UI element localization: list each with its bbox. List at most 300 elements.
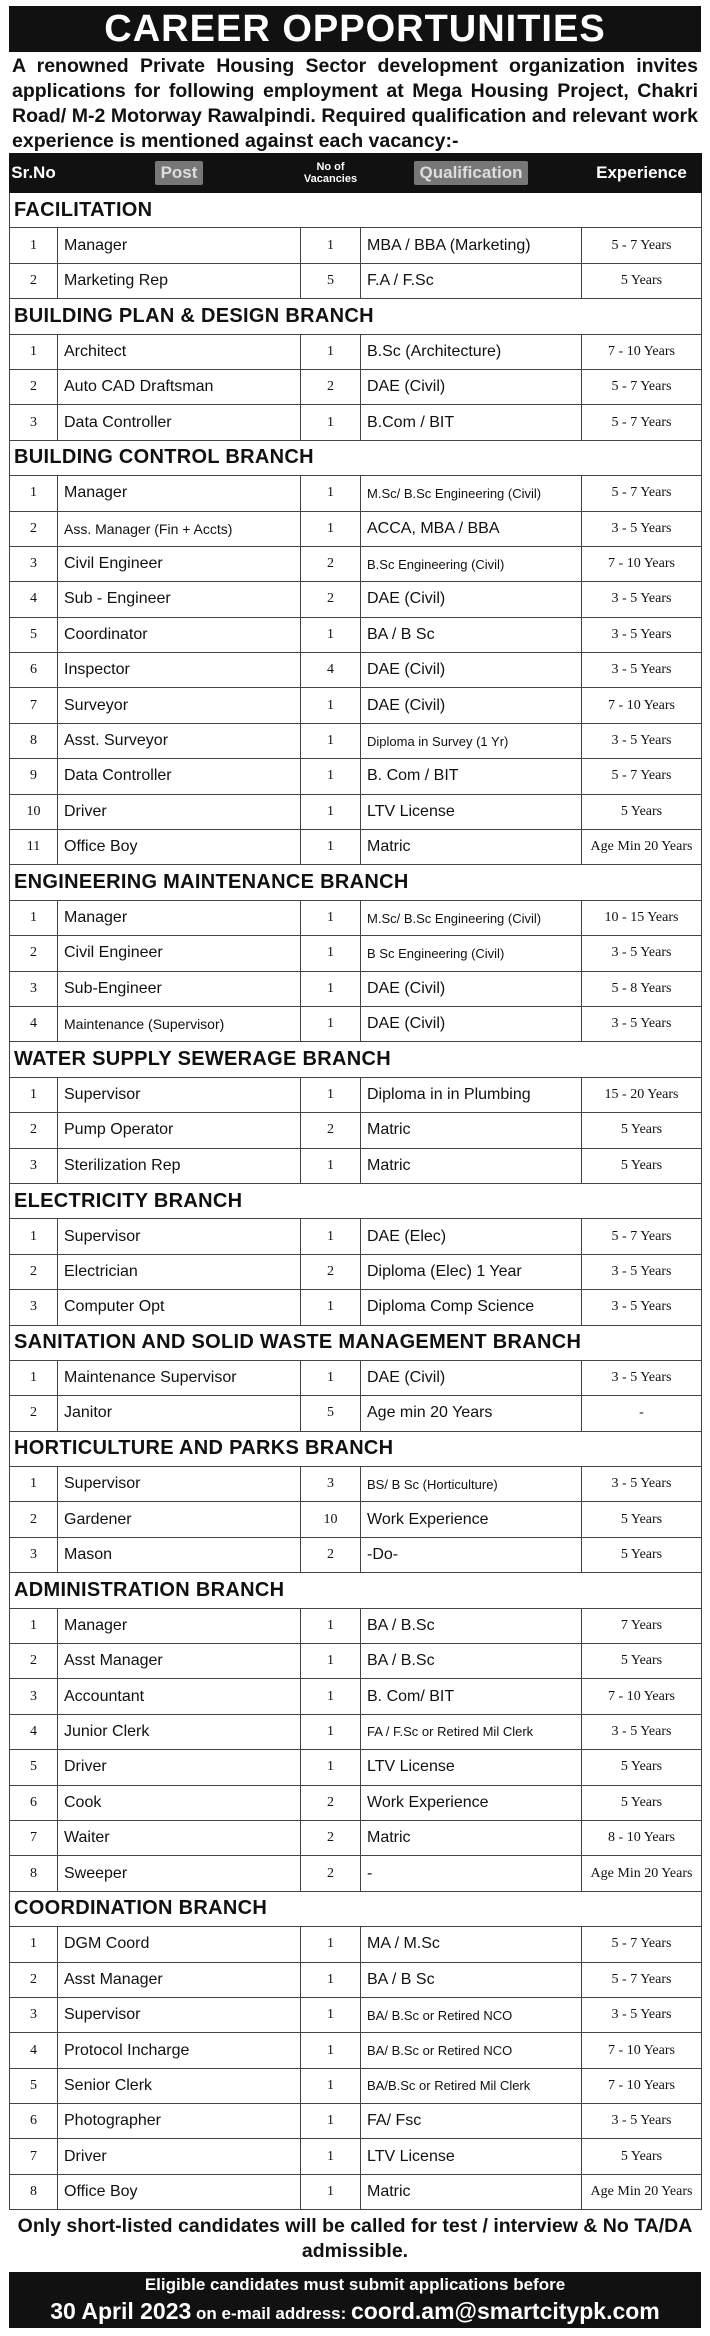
cell-experience: 7 Years <box>582 1608 702 1643</box>
table-row <box>10 228 702 263</box>
branch-heading-row <box>10 1325 702 1360</box>
cell-qualification: FA/ Fsc <box>361 2104 582 2139</box>
cell-vacancies: 1 <box>301 2139 361 2174</box>
cell-vacancies: 3 <box>301 1467 361 1502</box>
cell-post: Office Boy <box>58 2174 301 2209</box>
cell-qualification: BS/ B Sc (Horticulture) <box>361 1467 582 1502</box>
cell-post: Supervisor <box>58 1077 301 1112</box>
cell-qualification: M.Sc/ B.Sc Engineering (Civil) <box>361 476 582 511</box>
cell-sr-no: 4 <box>10 2033 58 2068</box>
cell-experience: 3 - 5 Years <box>582 1360 702 1395</box>
cell-experience: 3 - 5 Years <box>582 1714 702 1749</box>
cell-experience: 5 - 7 Years <box>582 228 702 263</box>
cell-post: Accountant <box>58 1679 301 1714</box>
cell-qualification: B.Sc (Architecture) <box>361 334 582 369</box>
cell-sr-no: 1 <box>10 476 58 511</box>
cell-post: Supervisor <box>58 1997 301 2032</box>
cell-vacancies: 1 <box>301 334 361 369</box>
cell-qualification: BA/B.Sc or Retired Mil Clerk <box>361 2068 582 2103</box>
cell-vacancies: 1 <box>301 971 361 1006</box>
cell-qualification: Diploma (Elec) 1 Year <box>361 1254 582 1289</box>
cell-post: Manager <box>58 476 301 511</box>
cell-vacancies: 2 <box>301 1537 361 1572</box>
table-row <box>10 1608 702 1643</box>
table-row <box>10 1467 702 1502</box>
job-advertisement <box>9 6 701 2328</box>
cell-post: Inspector <box>58 653 301 688</box>
table-row <box>10 1254 702 1289</box>
cell-sr-no: 3 <box>10 1537 58 1572</box>
table-row <box>10 2174 702 2209</box>
cell-qualification: Diploma Comp Science <box>361 1290 582 1325</box>
cell-experience: 3 - 5 Years <box>582 936 702 971</box>
table-row <box>10 830 702 865</box>
branch-heading: BUILDING CONTROL BRANCH <box>10 440 702 475</box>
cell-sr-no: 7 <box>10 2139 58 2174</box>
cell-experience: 5 - 7 Years <box>582 1219 702 1254</box>
cell-sr-no: 1 <box>10 1077 58 1112</box>
cell-post: Surveyor <box>58 688 301 723</box>
cell-post: Asst Manager <box>58 1962 301 1997</box>
table-row <box>10 1785 702 1820</box>
table-row <box>10 1077 702 1112</box>
cell-sr-no: 2 <box>10 936 58 971</box>
cell-sr-no: 3 <box>10 405 58 440</box>
cell-vacancies: 2 <box>301 1113 361 1148</box>
branch-heading: BUILDING PLAN & DESIGN BRANCH <box>10 299 702 334</box>
cell-sr-no: 2 <box>10 1644 58 1679</box>
cell-post: Office Boy <box>58 830 301 865</box>
cell-post: Sweeper <box>58 1856 301 1891</box>
table-row <box>10 1537 702 1572</box>
header-vacancies: No of Vacancies <box>301 154 361 193</box>
cell-sr-no: 4 <box>10 1006 58 1041</box>
cell-sr-no: 3 <box>10 1290 58 1325</box>
cell-experience: 5 Years <box>582 794 702 829</box>
cell-experience: 5 Years <box>582 1148 702 1183</box>
cell-experience: 3 - 5 Years <box>582 1467 702 1502</box>
cell-sr-no: 4 <box>10 1714 58 1749</box>
branch-heading: ELECTRICITY BRANCH <box>10 1183 702 1218</box>
cell-experience: 5 - 7 Years <box>582 476 702 511</box>
intro-paragraph: A renowned Private Housing Sector development organization invites applications for following employment at Mega Housing Project, Chakri Road/ M-2 Motorway Rawalpindi. Required qualification and relevant work experience is mentioned against each vacancy:- <box>12 55 698 152</box>
cell-post: Manager <box>58 228 301 263</box>
cell-vacancies: 1 <box>301 1644 361 1679</box>
cell-qualification: - <box>361 1856 582 1891</box>
cell-sr-no: 11 <box>10 830 58 865</box>
cell-sr-no: 6 <box>10 653 58 688</box>
cell-post: Maintenance (Supervisor) <box>58 1006 301 1041</box>
cell-vacancies: 1 <box>301 228 361 263</box>
cell-vacancies: 1 <box>301 1608 361 1643</box>
cell-experience: 5 Years <box>582 1750 702 1785</box>
cell-qualification: F.A / F.Sc <box>361 263 582 298</box>
cell-post: Supervisor <box>58 1219 301 1254</box>
cell-experience: 3 - 5 Years <box>582 1006 702 1041</box>
branch-heading-row <box>10 1891 702 1926</box>
cell-qualification: DAE (Elec) <box>361 1219 582 1254</box>
cell-sr-no: 10 <box>10 794 58 829</box>
cell-qualification: Diploma in in Plumbing <box>361 1077 582 1112</box>
cell-sr-no: 2 <box>10 369 58 404</box>
cell-sr-no: 8 <box>10 1856 58 1891</box>
cell-qualification: B.Com / BIT <box>361 405 582 440</box>
branch-heading: COORDINATION BRANCH <box>10 1891 702 1926</box>
table-row <box>10 1360 702 1395</box>
table-row <box>10 1006 702 1041</box>
cell-experience: 5 Years <box>582 1113 702 1148</box>
cell-sr-no: 5 <box>10 2068 58 2103</box>
cell-experience: 3 - 5 Years <box>582 617 702 652</box>
cell-sr-no: 1 <box>10 1608 58 1643</box>
page-title: CAREER OPPORTUNITIES <box>9 6 701 52</box>
table-row <box>10 617 702 652</box>
cell-qualification: Matric <box>361 2174 582 2209</box>
cell-post: Photographer <box>58 2104 301 2139</box>
cell-post: Cook <box>58 1785 301 1820</box>
cell-qualification: FA / F.Sc or Retired Mil Clerk <box>361 1714 582 1749</box>
cell-post: Supervisor <box>58 1467 301 1502</box>
cell-qualification: Matric <box>361 830 582 865</box>
cell-vacancies: 1 <box>301 2068 361 2103</box>
table-row <box>10 476 702 511</box>
cell-post: Maintenance Supervisor <box>58 1360 301 1395</box>
cell-qualification: Matric <box>361 1148 582 1183</box>
cell-sr-no: 2 <box>10 1254 58 1289</box>
branch-heading-row <box>10 1573 702 1608</box>
cell-vacancies: 1 <box>301 900 361 935</box>
table-row <box>10 2139 702 2174</box>
cell-post: Junior Clerk <box>58 1714 301 1749</box>
cell-sr-no: 2 <box>10 511 58 546</box>
deadline-email-label: on e-mail address: <box>196 2304 347 2324</box>
cell-vacancies: 2 <box>301 582 361 617</box>
cell-vacancies: 1 <box>301 405 361 440</box>
cell-experience: 5 - 8 Years <box>582 971 702 1006</box>
cell-qualification: LTV License <box>361 1750 582 1785</box>
cell-post: Computer Opt <box>58 1290 301 1325</box>
cell-vacancies: 10 <box>301 1502 361 1537</box>
cell-vacancies: 2 <box>301 1254 361 1289</box>
cell-experience: 5 Years <box>582 1644 702 1679</box>
deadline-date: 30 April 2023 <box>50 2298 192 2325</box>
cell-sr-no: 6 <box>10 1785 58 1820</box>
table-header-row <box>10 154 702 193</box>
cell-sr-no: 3 <box>10 1997 58 2032</box>
vacancy-table <box>9 153 702 2210</box>
cell-experience: 3 - 5 Years <box>582 1997 702 2032</box>
cell-experience: 5 Years <box>582 1537 702 1572</box>
cell-vacancies: 1 <box>301 1750 361 1785</box>
header-experience: Experience <box>582 154 702 193</box>
cell-vacancies: 1 <box>301 1962 361 1997</box>
cell-experience: 7 - 10 Years <box>582 546 702 581</box>
cell-post: Waiter <box>58 1820 301 1855</box>
cell-post: Driver <box>58 794 301 829</box>
cell-experience: 5 - 7 Years <box>582 405 702 440</box>
cell-vacancies: 1 <box>301 936 361 971</box>
cell-vacancies: 1 <box>301 1077 361 1112</box>
cell-sr-no: 1 <box>10 900 58 935</box>
cell-qualification: B. Com / BIT <box>361 759 582 794</box>
cell-post: Sub - Engineer <box>58 582 301 617</box>
table-row <box>10 653 702 688</box>
cell-experience: 7 - 10 Years <box>582 1679 702 1714</box>
cell-vacancies: 1 <box>301 511 361 546</box>
cell-post: Marketing Rep <box>58 263 301 298</box>
cell-sr-no: 5 <box>10 1750 58 1785</box>
table-row <box>10 405 702 440</box>
cell-qualification: BA / B Sc <box>361 617 582 652</box>
branch-heading: WATER SUPPLY SEWERAGE BRANCH <box>10 1042 702 1077</box>
table-row <box>10 1997 702 2032</box>
branch-heading-row <box>10 1183 702 1218</box>
cell-vacancies: 1 <box>301 1679 361 1714</box>
cell-post: DGM Coord <box>58 1927 301 1962</box>
cell-sr-no: 7 <box>10 1820 58 1855</box>
cell-sr-no: 1 <box>10 228 58 263</box>
cell-vacancies: 5 <box>301 1396 361 1431</box>
cell-experience: Age Min 20 Years <box>582 1856 702 1891</box>
branch-heading: HORTICULTURE AND PARKS BRANCH <box>10 1431 702 1466</box>
cell-vacancies: 5 <box>301 263 361 298</box>
table-row <box>10 936 702 971</box>
cell-sr-no: 2 <box>10 1113 58 1148</box>
cell-sr-no: 3 <box>10 1148 58 1183</box>
cell-qualification: Diploma in Survey (1 Yr) <box>361 723 582 758</box>
cell-vacancies: 1 <box>301 2174 361 2209</box>
cell-experience: 3 - 5 Years <box>582 1254 702 1289</box>
table-row <box>10 1290 702 1325</box>
cell-qualification: Matric <box>361 1113 582 1148</box>
cell-experience: 5 - 7 Years <box>582 1927 702 1962</box>
cell-qualification: BA / B Sc <box>361 1962 582 1997</box>
cell-sr-no: 8 <box>10 2174 58 2209</box>
cell-experience: 5 Years <box>582 1785 702 1820</box>
cell-vacancies: 1 <box>301 476 361 511</box>
deadline-box <box>9 2272 701 2328</box>
cell-experience: 5 - 7 Years <box>582 1962 702 1997</box>
cell-sr-no: 2 <box>10 1962 58 1997</box>
cell-sr-no: 2 <box>10 1502 58 1537</box>
cell-qualification: DAE (Civil) <box>361 369 582 404</box>
cell-post: Pump Operator <box>58 1113 301 1148</box>
cell-experience: Age Min 20 Years <box>582 830 702 865</box>
cell-post: Civil Engineer <box>58 546 301 581</box>
table-row <box>10 1927 702 1962</box>
cell-post: Ass. Manager (Fin + Accts) <box>58 511 301 546</box>
cell-experience: 5 Years <box>582 263 702 298</box>
cell-qualification: BA/ B.Sc or Retired NCO <box>361 2033 582 2068</box>
cell-sr-no: 7 <box>10 688 58 723</box>
branch-heading-row <box>10 440 702 475</box>
cell-sr-no: 4 <box>10 582 58 617</box>
cell-experience: 8 - 10 Years <box>582 1820 702 1855</box>
cell-sr-no: 3 <box>10 546 58 581</box>
table-row <box>10 1820 702 1855</box>
cell-vacancies: 1 <box>301 1997 361 2032</box>
table-row <box>10 2104 702 2139</box>
table-row <box>10 1856 702 1891</box>
table-row <box>10 1679 702 1714</box>
application-email[interactable]: coord.am@smartcitypk.com <box>351 2298 660 2325</box>
cell-post: Data Controller <box>58 759 301 794</box>
cell-vacancies: 1 <box>301 723 361 758</box>
cell-qualification: MBA / BBA (Marketing) <box>361 228 582 263</box>
cell-post: Data Controller <box>58 405 301 440</box>
table-row <box>10 1750 702 1785</box>
cell-sr-no: 1 <box>10 1360 58 1395</box>
cell-vacancies: 2 <box>301 369 361 404</box>
table-row <box>10 334 702 369</box>
cell-experience: 5 Years <box>582 2139 702 2174</box>
cell-experience: 7 - 10 Years <box>582 2068 702 2103</box>
table-row <box>10 1148 702 1183</box>
cell-post: Architect <box>58 334 301 369</box>
cell-qualification: BA / B.Sc <box>361 1644 582 1679</box>
cell-vacancies: 1 <box>301 759 361 794</box>
cell-sr-no: 1 <box>10 1219 58 1254</box>
table-row <box>10 263 702 298</box>
cell-qualification: Work Experience <box>361 1502 582 1537</box>
cell-qualification: DAE (Civil) <box>361 1360 582 1395</box>
cell-experience: 15 - 20 Years <box>582 1077 702 1112</box>
table-row <box>10 511 702 546</box>
table-row <box>10 688 702 723</box>
cell-vacancies: 1 <box>301 830 361 865</box>
cell-post: Senior Clerk <box>58 2068 301 2103</box>
cell-post: Civil Engineer <box>58 936 301 971</box>
table-row <box>10 794 702 829</box>
branch-heading-row <box>10 1431 702 1466</box>
table-row <box>10 546 702 581</box>
cell-experience: 3 - 5 Years <box>582 723 702 758</box>
table-row <box>10 2068 702 2103</box>
cell-vacancies: 1 <box>301 1927 361 1962</box>
cell-qualification: DAE (Civil) <box>361 582 582 617</box>
table-row <box>10 1219 702 1254</box>
cell-qualification: LTV License <box>361 794 582 829</box>
cell-qualification: MA / M.Sc <box>361 1927 582 1962</box>
cell-vacancies: 1 <box>301 794 361 829</box>
cell-vacancies: 1 <box>301 1290 361 1325</box>
branch-heading-row <box>10 865 702 900</box>
cell-vacancies: 1 <box>301 1219 361 1254</box>
table-row <box>10 723 702 758</box>
cell-post: Sub-Engineer <box>58 971 301 1006</box>
branch-heading-row <box>10 299 702 334</box>
cell-experience: 3 - 5 Years <box>582 653 702 688</box>
cell-post: Electrician <box>58 1254 301 1289</box>
cell-qualification: DAE (Civil) <box>361 971 582 1006</box>
footnote: Only short-listed candidates will be called for test / interview & No TA/DA admissible. <box>17 2215 693 2263</box>
branch-heading: ADMINISTRATION BRANCH <box>10 1573 702 1608</box>
cell-experience: 3 - 5 Years <box>582 1290 702 1325</box>
cell-post: Driver <box>58 2139 301 2174</box>
cell-qualification: BA / B.Sc <box>361 1608 582 1643</box>
cell-qualification: DAE (Civil) <box>361 653 582 688</box>
branch-heading: SANITATION AND SOLID WASTE MANAGEMENT BRANCH <box>10 1325 702 1360</box>
cell-post: Auto CAD Draftsman <box>58 369 301 404</box>
deadline-line1: Eligible candidates must submit applications before <box>144 2275 566 2295</box>
cell-post: Asst Manager <box>58 1644 301 1679</box>
cell-qualification: ACCA, MBA / BBA <box>361 511 582 546</box>
cell-qualification: -Do- <box>361 1537 582 1572</box>
table-row <box>10 1962 702 1997</box>
table-row <box>10 582 702 617</box>
branch-heading: ENGINEERING MAINTENANCE BRANCH <box>10 865 702 900</box>
cell-qualification: Matric <box>361 1820 582 1855</box>
cell-sr-no: 2 <box>10 1396 58 1431</box>
cell-experience: 5 - 7 Years <box>582 369 702 404</box>
branch-heading-row <box>10 193 702 228</box>
table-row <box>10 1644 702 1679</box>
cell-experience: Age Min 20 Years <box>582 2174 702 2209</box>
header-post: Post <box>58 154 301 193</box>
cell-post: Driver <box>58 1750 301 1785</box>
cell-vacancies: 2 <box>301 1785 361 1820</box>
table-row <box>10 369 702 404</box>
cell-sr-no: 3 <box>10 971 58 1006</box>
cell-qualification: B. Com/ BIT <box>361 1679 582 1714</box>
cell-post: Janitor <box>58 1396 301 1431</box>
cell-post: Coordinator <box>58 617 301 652</box>
cell-post: Manager <box>58 1608 301 1643</box>
cell-vacancies: 4 <box>301 653 361 688</box>
cell-vacancies: 2 <box>301 1820 361 1855</box>
cell-sr-no: 1 <box>10 1927 58 1962</box>
cell-experience: 7 - 10 Years <box>582 688 702 723</box>
cell-sr-no: 3 <box>10 1679 58 1714</box>
cell-vacancies: 1 <box>301 688 361 723</box>
cell-sr-no: 1 <box>10 1467 58 1502</box>
table-row <box>10 2033 702 2068</box>
cell-qualification: B Sc Engineering (Civil) <box>361 936 582 971</box>
header-qualification: Qualification <box>361 154 582 193</box>
branch-heading: FACILITATION <box>10 193 702 228</box>
cell-vacancies: 2 <box>301 546 361 581</box>
cell-qualification: BA/ B.Sc or Retired NCO <box>361 1997 582 2032</box>
cell-sr-no: 2 <box>10 263 58 298</box>
cell-vacancies: 1 <box>301 2033 361 2068</box>
cell-sr-no: 1 <box>10 334 58 369</box>
table-row <box>10 1396 702 1431</box>
cell-post: Protocol Incharge <box>58 2033 301 2068</box>
cell-experience: 3 - 5 Years <box>582 2104 702 2139</box>
table-row <box>10 900 702 935</box>
cell-experience: - <box>582 1396 702 1431</box>
table-row <box>10 1714 702 1749</box>
cell-post: Asst. Surveyor <box>58 723 301 758</box>
cell-qualification: Age min 20 Years <box>361 1396 582 1431</box>
cell-vacancies: 2 <box>301 1856 361 1891</box>
cell-vacancies: 1 <box>301 1148 361 1183</box>
cell-post: Gardener <box>58 1502 301 1537</box>
cell-qualification: DAE (Civil) <box>361 1006 582 1041</box>
table-row <box>10 971 702 1006</box>
cell-experience: 3 - 5 Years <box>582 511 702 546</box>
cell-experience: 3 - 5 Years <box>582 582 702 617</box>
cell-vacancies: 1 <box>301 1360 361 1395</box>
cell-sr-no: 6 <box>10 2104 58 2139</box>
cell-sr-no: 8 <box>10 723 58 758</box>
cell-vacancies: 1 <box>301 617 361 652</box>
cell-post: Mason <box>58 1537 301 1572</box>
table-row <box>10 1113 702 1148</box>
cell-vacancies: 1 <box>301 2104 361 2139</box>
cell-experience: 10 - 15 Years <box>582 900 702 935</box>
cell-experience: 5 - 7 Years <box>582 759 702 794</box>
